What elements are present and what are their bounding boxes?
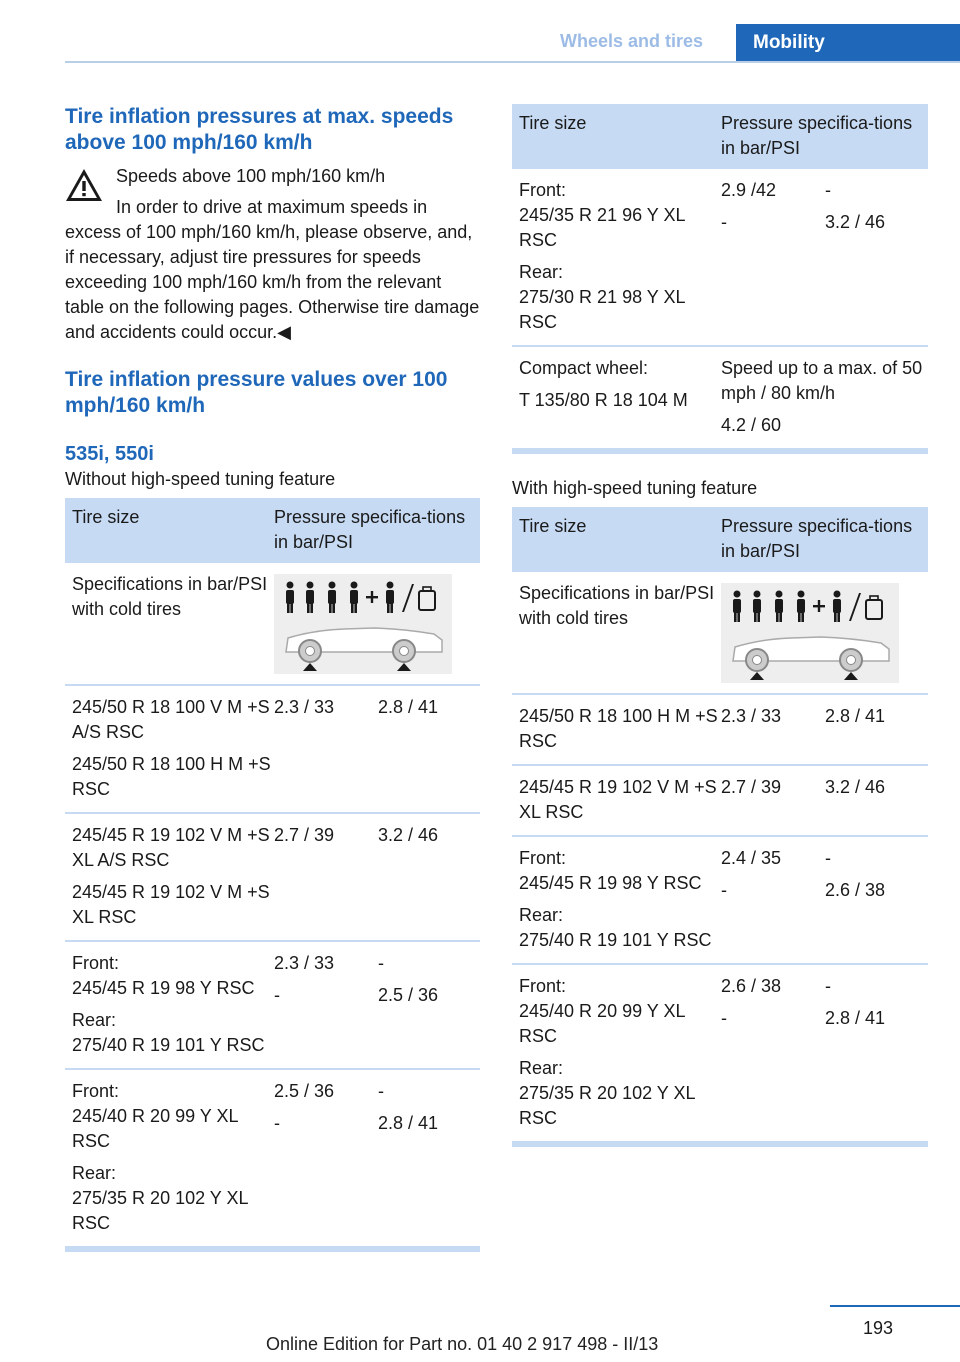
table-header (65, 498, 480, 563)
table-header (512, 104, 928, 169)
pressure-value: - (274, 1113, 280, 1133)
page-number: 193 (863, 1318, 894, 1338)
warning-block (65, 164, 480, 345)
page-number-rule (830, 1305, 960, 1307)
warning-body: In order to drive at maximum speeds in excess of 100 mph/160 km/h, please observe, and, if necessary, adjust tire pressures for speeds exceeding 100 mph/160 km/h from the relevant table on the following pages. Otherwise tire damage and accidents could occur.◀ (65, 197, 480, 342)
tire-size-front: Front: 245/45 R 19 98 Y RSC (72, 953, 255, 998)
pressure-value: - (378, 1081, 384, 1101)
pressure-value: 3.2 / 46 (825, 212, 886, 232)
tire-size: 245/45 R 19 102 V M +S XL RSC (72, 882, 270, 927)
tire-size: 245/45 R 19 102 V M +S XL RSC (519, 777, 717, 822)
pressure-value: - (825, 976, 831, 996)
tire-size-front: Front: 245/40 R 20 99 Y XL RSC (519, 976, 685, 1046)
spec-label: Specifications in bar/PSI with cold tires (519, 583, 715, 628)
header-tire-size: Tire size (72, 507, 140, 527)
warning-triangle-icon (65, 168, 103, 202)
section-heading-pressure-values: Tire inflation pressure values over 100 mph/160 km/h (65, 368, 448, 417)
pressure-value: 2.6 / 38 (825, 880, 886, 900)
pressure-value: 2.5 / 36 (274, 1081, 335, 1101)
running-header-chapter: Mobility (736, 24, 960, 62)
pressure-value: 2.8 / 41 (378, 1113, 439, 1133)
table-row-compact-wheel (512, 347, 928, 454)
pressure-value: - (274, 985, 280, 1005)
pressure-value: 2.9 /42 (721, 180, 777, 200)
pressure-value: 2.8 / 41 (378, 697, 439, 717)
pressure-value: 2.6 / 38 (721, 976, 782, 996)
header-tire-size: Tire size (519, 113, 587, 133)
pressure-value: - (825, 180, 831, 200)
table-row-spec-label (65, 563, 480, 686)
tire-pressure-table-high-speed (512, 507, 928, 1147)
pressure-value: - (721, 880, 727, 900)
tire-size-rear: Rear: 275/40 R 19 101 Y RSC (72, 1010, 265, 1055)
pressure-value: 2.8 / 41 (825, 1008, 886, 1028)
pressure-value: 3.2 / 46 (378, 825, 439, 845)
pressure-value: 3.2 / 46 (825, 777, 886, 797)
tire-size-rear: Rear: 275/40 R 19 101 Y RSC (519, 905, 712, 950)
pressure-value: 2.8 / 41 (825, 706, 886, 726)
pressure-value: 2.7 / 39 (721, 777, 782, 797)
warning-title: Speeds above 100 mph/160 km/h (116, 166, 386, 186)
tire-size: 245/50 R 18 100 V M +S A/S RSC (72, 697, 270, 742)
table-row (512, 169, 928, 347)
table-row (65, 686, 480, 814)
pressure-value: 2.7 / 39 (274, 825, 335, 845)
table-row (512, 695, 928, 766)
pressure-value: 2.3 / 33 (274, 697, 335, 717)
vehicle-load-icon (274, 574, 452, 674)
header-pressure-spec: Pressure specifica-tions in bar/PSI (721, 113, 913, 158)
table-caption: Without high-speed tuning feature (65, 469, 336, 489)
pressure-value: 2.4 / 35 (721, 848, 782, 868)
tire-size-rear: Rear: 275/35 R 20 102 Y XL RSC (72, 1163, 248, 1233)
pressure-value: 2.5 / 36 (378, 985, 439, 1005)
right-column (512, 104, 928, 1147)
table-caption: With high-speed tuning feature (512, 478, 758, 498)
tire-size-front: Front: 245/35 R 21 96 Y XL RSC (519, 180, 685, 250)
header-pressure-spec: Pressure specifica-tions in bar/PSI (721, 516, 913, 561)
table-row (512, 965, 928, 1147)
header-tire-size: Tire size (519, 516, 587, 536)
left-column (65, 104, 480, 1252)
pressure-value: - (721, 212, 727, 232)
table-row (512, 766, 928, 837)
tire-size-front: Front: 245/45 R 19 98 Y RSC (519, 848, 702, 893)
header-pressure-spec: Pressure specifica-tions in bar/PSI (274, 507, 466, 552)
edition-footer: Online Edition for Part no. 01 40 2 917 498 - II/13 (266, 1334, 659, 1354)
tire-pressure-table-continued (512, 104, 928, 454)
pressure-value: 2.3 / 33 (721, 706, 782, 726)
table-row-spec-label (512, 572, 928, 695)
pressure-value: 2.3 / 33 (274, 953, 335, 973)
speed-limit-note: Speed up to a max. of 50 mph / 80 km/h (721, 358, 923, 403)
table-row (65, 942, 480, 1070)
section-heading-max-speeds: Tire inflation pressures at max. speeds above 100 mph/160 km/h (65, 105, 454, 154)
pressure-value: - (378, 953, 384, 973)
tire-size: 245/45 R 19 102 V M +S XL A/S RSC (72, 825, 270, 870)
pressure-value: - (721, 1008, 727, 1028)
tire-size: T 135/80 R 18 104 M (519, 390, 688, 410)
table-row (65, 1070, 480, 1252)
tire-size-front: Front: 245/40 R 20 99 Y XL RSC (72, 1081, 238, 1151)
tire-size-rear: Rear: 275/30 R 21 98 Y XL RSC (519, 262, 685, 332)
tire-size-rear: Rear: 275/35 R 20 102 Y XL RSC (519, 1058, 695, 1128)
spec-label: Specifications in bar/PSI with cold tires (72, 574, 268, 619)
table-row (65, 814, 480, 942)
tire-size: 245/50 R 18 100 H M +S RSC (72, 754, 271, 799)
tire-pressure-table-standard (65, 498, 480, 1252)
pressure-value: 4.2 / 60 (721, 415, 782, 435)
compact-wheel-label: Compact wheel: (519, 358, 649, 378)
model-heading: 535i, 550i (65, 443, 154, 465)
header-rule (65, 61, 960, 63)
pressure-value: - (825, 848, 831, 868)
table-row (512, 837, 928, 965)
running-header-section: Wheels and tires (560, 31, 704, 51)
table-header (512, 507, 928, 572)
tire-size: 245/50 R 18 100 H M +S RSC (519, 706, 718, 751)
vehicle-load-icon (721, 583, 899, 683)
